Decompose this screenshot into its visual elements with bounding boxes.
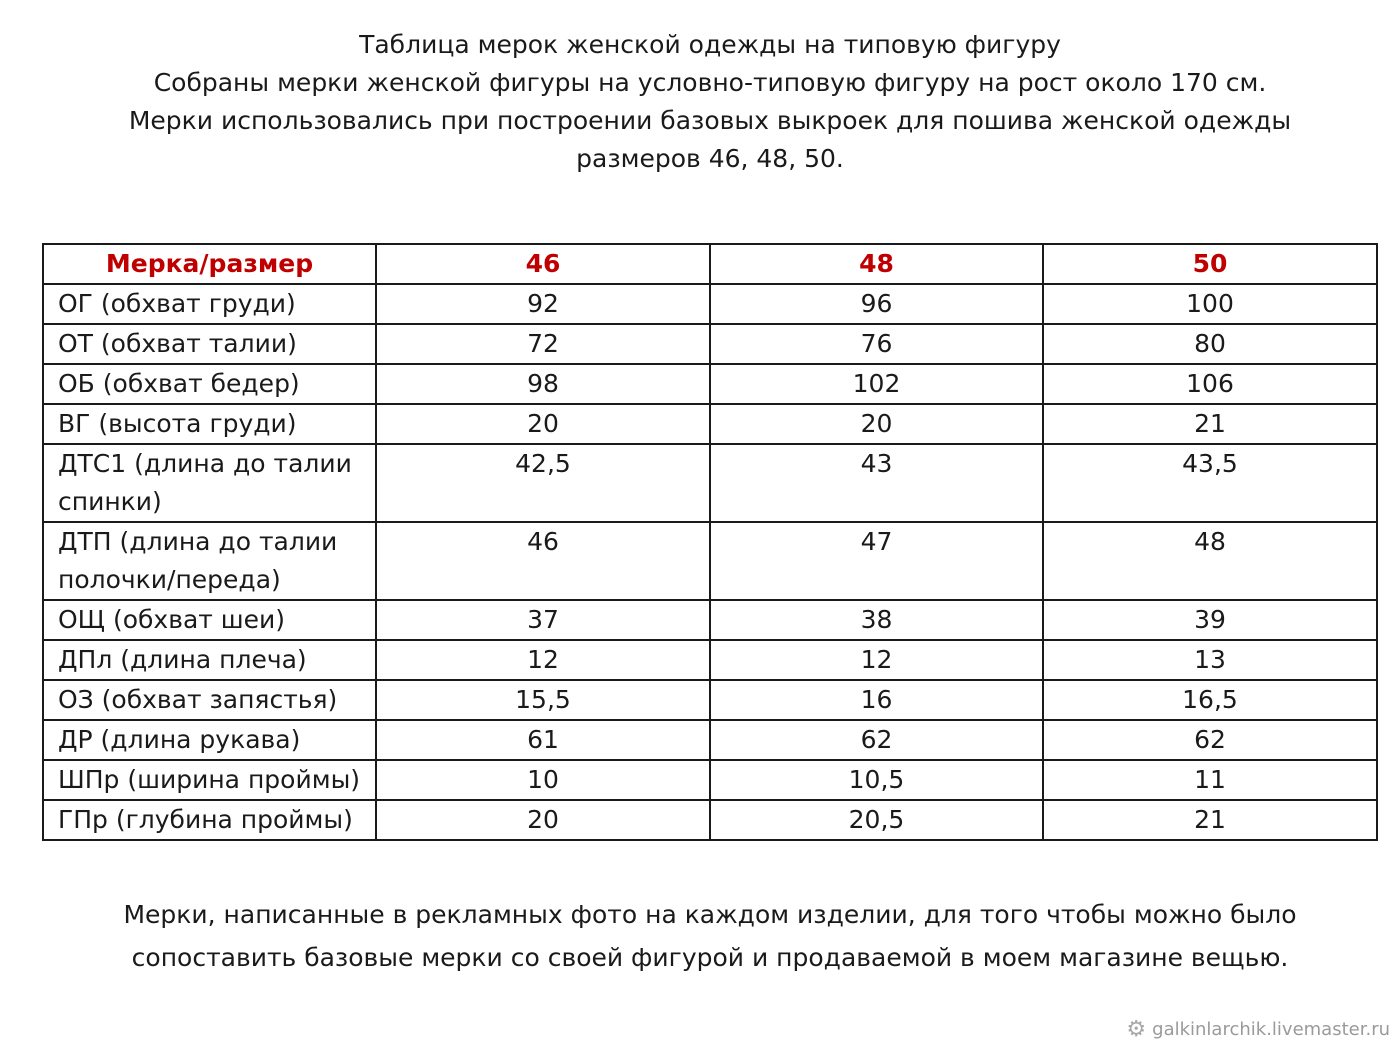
row-label: ДР (длина рукава) bbox=[43, 720, 376, 760]
cell-value: 62 bbox=[710, 720, 1043, 760]
table-row bbox=[43, 680, 1377, 720]
cell-value: 80 bbox=[1043, 324, 1377, 364]
watermark-text: galkinlarchik.livemaster.ru bbox=[1152, 1019, 1390, 1040]
header-size-46: 46 bbox=[376, 244, 710, 284]
page-heading bbox=[0, 26, 1400, 178]
row-label: ШПр (ширина проймы) bbox=[43, 760, 376, 800]
row-label: ОЗ (обхват запястья) bbox=[43, 680, 376, 720]
cell-value: 12 bbox=[376, 640, 710, 680]
cell-value: 43 bbox=[710, 444, 1043, 522]
cell-value: 48 bbox=[1043, 522, 1377, 600]
row-label: ГПр (глубина проймы) bbox=[43, 800, 376, 840]
cell-value: 20 bbox=[376, 800, 710, 840]
table-row bbox=[43, 600, 1377, 640]
row-label: ДТС1 (длина до талии спинки) bbox=[43, 444, 376, 522]
table-header-row bbox=[43, 244, 1377, 284]
cell-value: 10 bbox=[376, 760, 710, 800]
table-row bbox=[43, 760, 1377, 800]
heading-line: Мерки использовались при построении базовых выкроек для пошива женской одежды bbox=[128, 106, 1292, 135]
row-label: ОГ (обхват груди) bbox=[43, 284, 376, 324]
cell-value: 46 bbox=[376, 522, 710, 600]
cell-value: 13 bbox=[1043, 640, 1377, 680]
cell-value: 47 bbox=[710, 522, 1043, 600]
cell-value: 20 bbox=[376, 404, 710, 444]
cell-value: 21 bbox=[1043, 800, 1377, 840]
table-row bbox=[43, 640, 1377, 680]
heading-line: Собраны мерки женской фигуры на условно-типовую фигуру на рост около 170 см. bbox=[153, 68, 1267, 97]
row-label: ОЩ (обхват шеи) bbox=[43, 600, 376, 640]
watermark bbox=[1126, 1017, 1390, 1042]
cell-value: 16,5 bbox=[1043, 680, 1377, 720]
heading-line: размеров 46, 48, 50. bbox=[576, 144, 844, 173]
cell-value: 11 bbox=[1043, 760, 1377, 800]
cell-value: 76 bbox=[710, 324, 1043, 364]
table-row bbox=[43, 284, 1377, 324]
table-row bbox=[43, 800, 1377, 840]
header-size-50: 50 bbox=[1043, 244, 1377, 284]
cell-value: 61 bbox=[376, 720, 710, 760]
gear-icon: ⚙ bbox=[1126, 1017, 1147, 1042]
page-title: Таблица мерок женской одежды на типовую фигуру bbox=[359, 30, 1061, 59]
cell-value: 42,5 bbox=[376, 444, 710, 522]
cell-value: 21 bbox=[1043, 404, 1377, 444]
cell-value: 43,5 bbox=[1043, 444, 1377, 522]
cell-value: 16 bbox=[710, 680, 1043, 720]
cell-value: 106 bbox=[1043, 364, 1377, 404]
measurements-table bbox=[42, 243, 1378, 841]
table-row bbox=[43, 364, 1377, 404]
table-row bbox=[43, 720, 1377, 760]
header-size-48: 48 bbox=[710, 244, 1043, 284]
cell-value: 100 bbox=[1043, 284, 1377, 324]
table-row bbox=[43, 522, 1377, 600]
cell-value: 92 bbox=[376, 284, 710, 324]
footer-note bbox=[0, 893, 1400, 979]
cell-value: 72 bbox=[376, 324, 710, 364]
cell-value: 15,5 bbox=[376, 680, 710, 720]
cell-value: 96 bbox=[710, 284, 1043, 324]
cell-value: 98 bbox=[376, 364, 710, 404]
cell-value: 20 bbox=[710, 404, 1043, 444]
cell-value: 38 bbox=[710, 600, 1043, 640]
row-label: ОБ (обхват бедер) bbox=[43, 364, 376, 404]
footer-line: Мерки, написанные в рекламных фото на каждом изделии, для того чтобы можно было bbox=[123, 900, 1297, 929]
table-row bbox=[43, 444, 1377, 522]
table-row bbox=[43, 404, 1377, 444]
cell-value: 39 bbox=[1043, 600, 1377, 640]
cell-value: 20,5 bbox=[710, 800, 1043, 840]
row-label: ДТП (длина до талии полочки/переда) bbox=[43, 522, 376, 600]
row-label: ВГ (высота груди) bbox=[43, 404, 376, 444]
table-row bbox=[43, 324, 1377, 364]
cell-value: 12 bbox=[710, 640, 1043, 680]
cell-value: 62 bbox=[1043, 720, 1377, 760]
header-measure-size: Мерка/размер bbox=[43, 244, 376, 284]
cell-value: 10,5 bbox=[710, 760, 1043, 800]
footer-line: сопоставить базовые мерки со своей фигурой и продаваемой в моем магазине вещью. bbox=[131, 943, 1289, 972]
row-label: ДПл (длина плеча) bbox=[43, 640, 376, 680]
cell-value: 37 bbox=[376, 600, 710, 640]
cell-value: 102 bbox=[710, 364, 1043, 404]
row-label: ОТ (обхват талии) bbox=[43, 324, 376, 364]
